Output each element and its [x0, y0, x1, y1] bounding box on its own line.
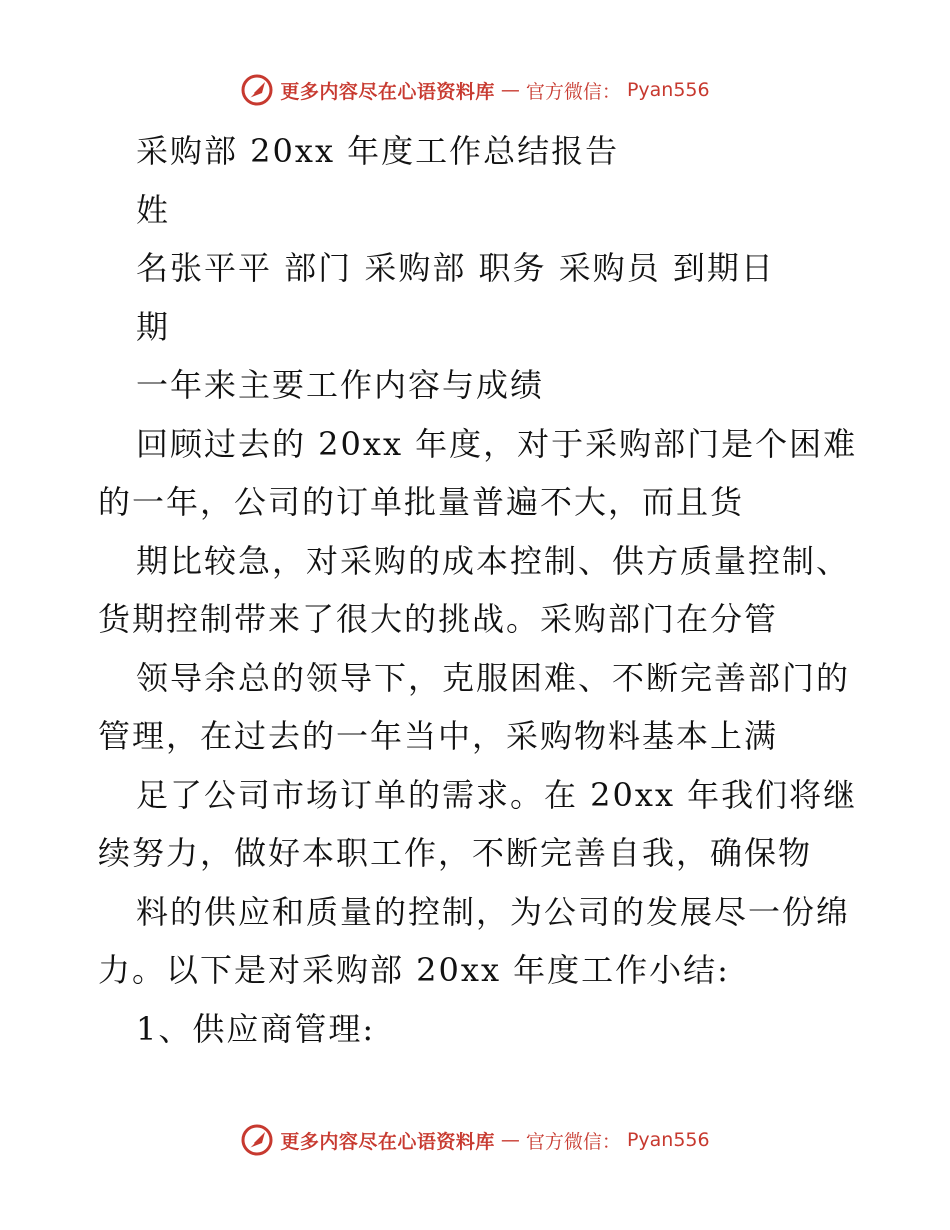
text-line: 姓: [136, 190, 171, 229]
text-line: 续努力，做好本职工作，不断完善自我，确保物: [98, 834, 813, 872]
watermark-wechat-label: 官方微信：: [525, 1130, 621, 1153]
text-line: 货期控制带来了很大的挑战。采购部门在分管: [98, 600, 779, 638]
watermark-wechat-id: Pyan556: [626, 1129, 710, 1151]
watermark-separator: —: [500, 79, 520, 101]
text-line: 的一年，公司的订单批量普遍不大，而且货: [98, 483, 745, 521]
header-watermark: [0, 70, 950, 110]
text-line: 名张平平 部门 采购部 职务 采购员 到期日: [136, 249, 775, 287]
watermark-text: 更多内容尽在心语资料库: [280, 80, 495, 103]
text-line: 领导余总的领导下，克服困难、不断完善部门的: [136, 658, 851, 697]
subsection-heading: 1、供应商管理:: [136, 1009, 376, 1048]
quill-logo-icon: [240, 73, 274, 107]
text-line: 力。以下是对采购部 20xx 年度工作小结:: [98, 951, 730, 989]
text-line: 期: [136, 307, 171, 346]
text-line: 期比较急，对采购的成本控制、供方质量控制、: [136, 541, 851, 580]
watermark-wechat-id: Pyan556: [626, 79, 710, 101]
watermark-wechat-label: 官方微信：: [525, 80, 621, 103]
watermark-text: 更多内容尽在心语资料库: [280, 1130, 495, 1153]
document-body: [98, 122, 878, 1058]
section-heading: 一年来主要工作内容与成绩: [136, 366, 545, 404]
text-line: 料的供应和质量的控制，为公司的发展尽一份绵: [136, 892, 851, 931]
watermark-separator: —: [500, 1129, 520, 1151]
footer-watermark: [0, 1120, 950, 1160]
text-line: 管理，在过去的一年当中，采购物料基本上满: [98, 717, 779, 755]
document-title: 采购部 20xx 年度工作总结报告: [136, 132, 620, 170]
quill-logo-icon: [240, 1123, 274, 1157]
text-line: 回顾过去的 20xx 年度，对于采购部门是个困难: [136, 424, 858, 463]
text-line: 足了公司市场订单的需求。在 20xx 年我们将继: [136, 775, 858, 814]
